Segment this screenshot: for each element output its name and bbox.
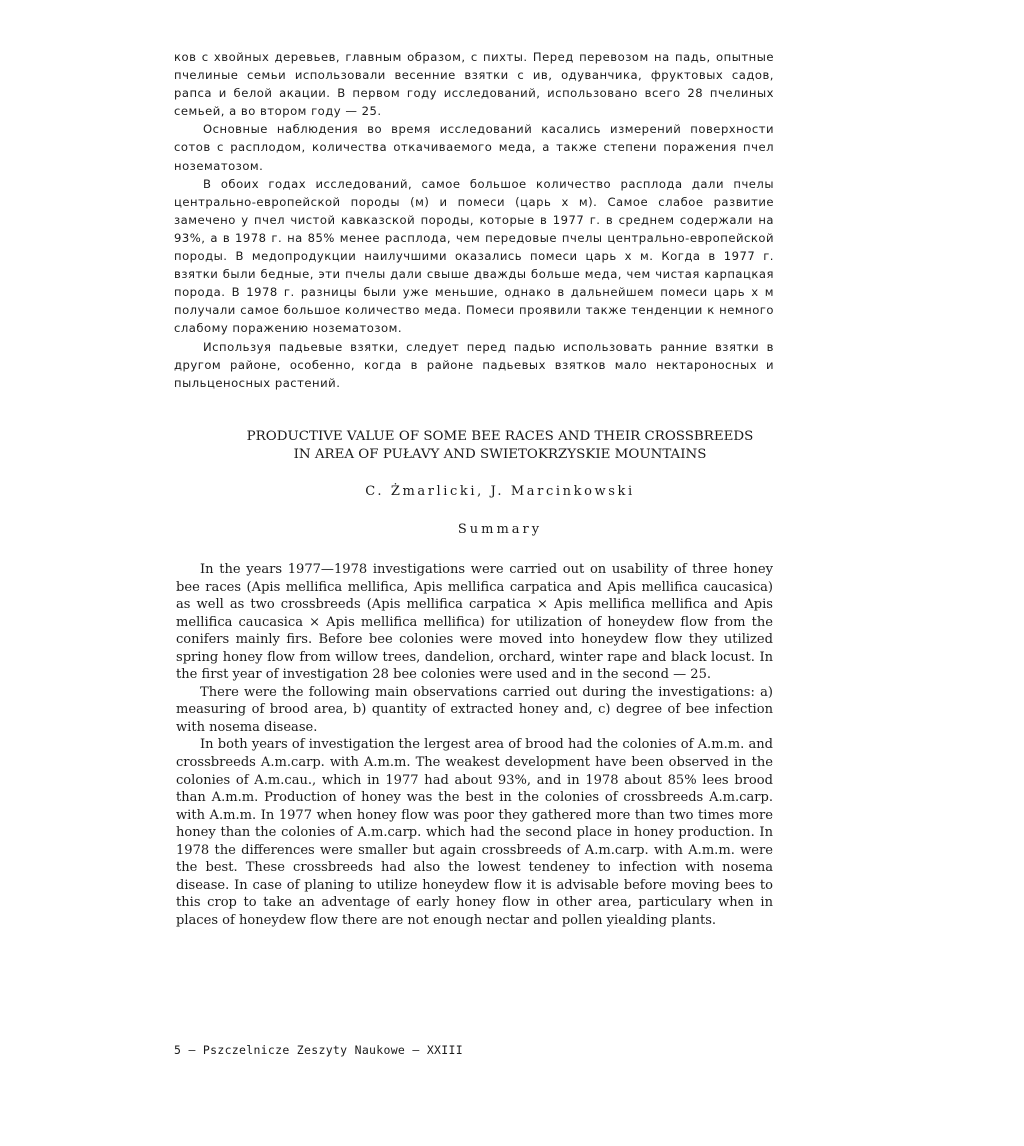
russian-paragraph-1: ков с хвойных деревьев, главным образом, с пихты. Перед перевозом на падь, опытные пчелиные семьи использовали весенние взятки с ив, одуванчика, фруктовых садов, рапса и белой акации. В первом году исследований, использовано всего 28 пчелиных семьей, а во втором году — 25.	[174, 50, 774, 119]
title-line-1: PRODUCTIVE VALUE OF SOME BEE RACES AND THEIR CROSSBREEDS	[246, 429, 754, 444]
page-footer: 5 — Pszczelnicze Zeszyty Naukowe — XXIII	[174, 1043, 463, 1057]
english-title	[150, 428, 850, 463]
english-summary-text	[176, 561, 773, 929]
english-paragraph-2: There were the following main observations carried out during the investigations: a) measuring of brood area, b) quantity of extracted honey and, c) degree of bee infection with nosema disease.	[176, 684, 773, 735]
russian-paragraph-4: Используя падьевые взятки, следует перед падью использовать ранние взятки в другом районе, особенно, когда в районе падьевых взятков мало нектароносных и пыльценосных растений.	[174, 339, 774, 390]
authors: C. Żmarlicki, J. Marcinkowski	[365, 484, 635, 499]
summary-heading: Summary	[457, 522, 543, 537]
russian-paragraph-2: Основные наблюдения во время исследований касались измерений поверхности сотов с расплодом, количества откачиваемого меда, а также степени поражения пчел нозематозом.	[174, 122, 774, 173]
russian-paragraph-3: В обоих годах исследований, самое большое количество расплода дали пчелы центрально-европейской породы (м) и помеси (царь х м). Самое слабое развитие замечено у пчел чистой кавказской породы, которые в 1977 г. в среднем содержали на 93%, а в 1978 г. на 85% менее расплода, чем передовые пчелы центрально-европейской породы. В медопродукции наилучшими оказались помеси царь х м. Когда в 1977 г. взятки были бедные, эти пчелы дали свыше дважды больше меда, чем чистая карпацкая порода. В 1978 г. разницы были уже меньшие, однако в дальнейшем помеси царь х м получали самое большое количество меда. Помеси проявили также тенденции к немного слабому поражению нозематозом.	[174, 176, 774, 336]
russian-summary-text	[174, 48, 774, 392]
english-paragraph-1: In the years 1977—1978 investigations were carried out on usability of three honey bee races (Apis mellifica mellifica, Apis mellifica carpatica and Apis mellifica caucasica) as well as two crossbreeds (Apis mellifica carpatica × Apis mellifica mellifica and Apis mellifica caucasica × Apis mellifica mellifica) for utilization of honeydew flow from the conifers mainly firs. Before bee colonies were moved into honeydew flow they utilized spring honey flow from willow trees, dandelion, orchard, winter rape and black locust. In the first year of investigation 28 bee colonies were used and in the second — 25.	[176, 562, 773, 683]
title-line-2: IN AREA OF PUŁAVY AND SWIETOKRZYSKIE MOUNTAINS	[293, 446, 707, 462]
english-paragraph-3: In both years of investigation the lergest area of brood had the colonies of A.m.m. and crossbreeds A.m.carp. with A.m.m. The weakest development have been observed in the colonies of A.m.cau., which in 1977 had about 93%, and in 1978 about 85% lees brood than A.m.m. Production of honey was the best in the colonies of crossbreeds A.m.carp. with A.m.m. In 1977 when honey flow was poor they gathered more than two times more honey than the colonies of A.m.carp. which had the second place in honey production. In 1978 the differences were smaller but again crossbreeds of A.m.carp. with A.m.m. were the best. These crossbreeds had also the lowest tendeney to infection with nosema disease. In case of planing to utilize honeydew flow it is advisable before moving bees to this crop to take an adventage of early honey flow in other area, particulary when in places of honeydew flow there are not enough nectar and pollen yiealding plants.	[176, 737, 773, 928]
